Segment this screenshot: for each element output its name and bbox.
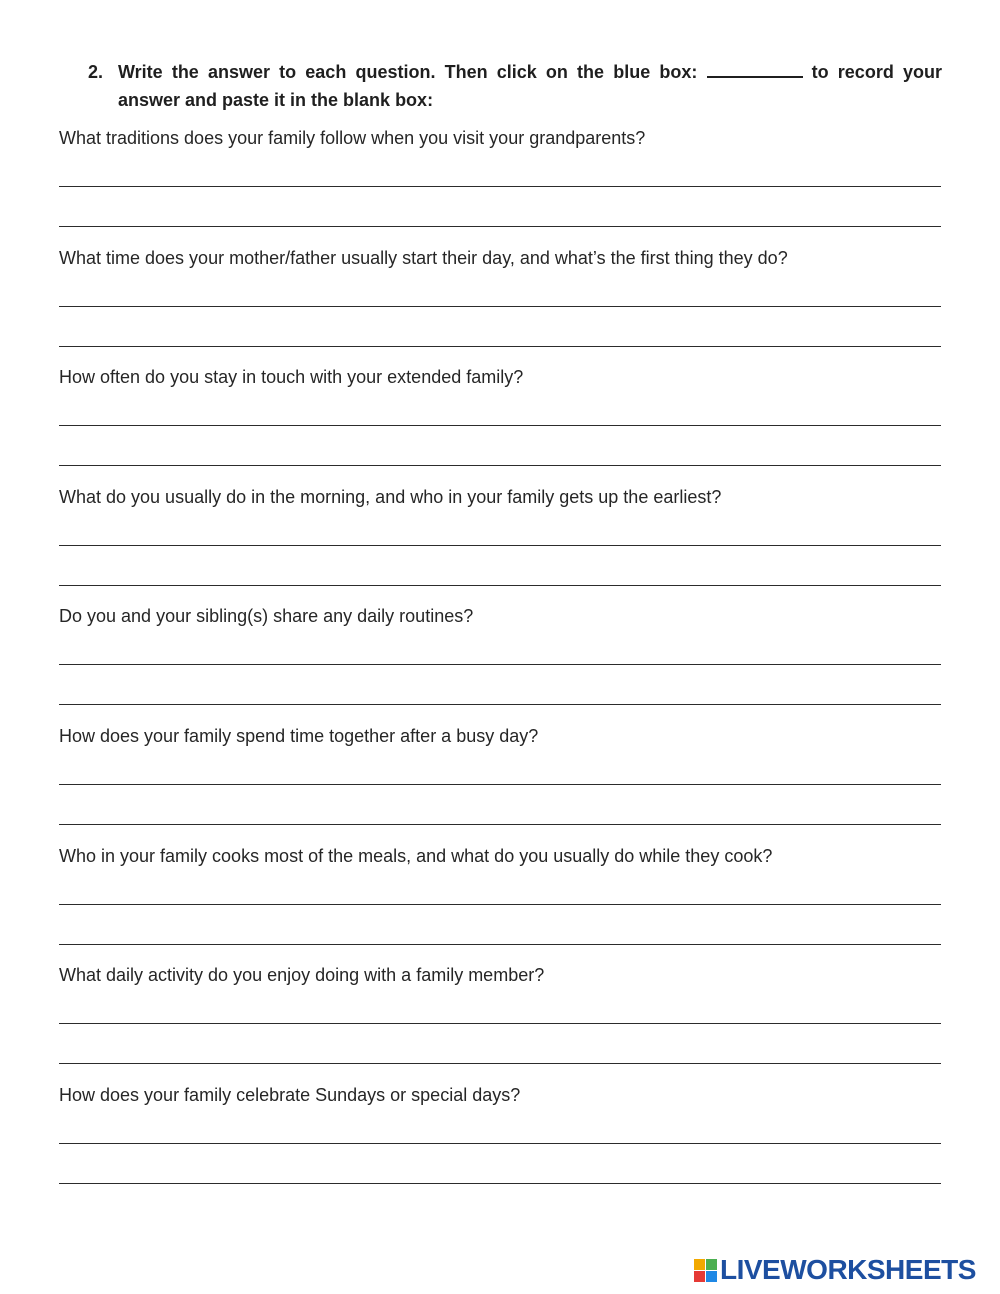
- answer-line[interactable]: [59, 824, 941, 825]
- answer-line[interactable]: [59, 1063, 941, 1064]
- question-text: How does your family celebrate Sundays or special days?: [59, 1084, 521, 1105]
- question-text: What traditions does your family follow when you visit your grandparents?: [59, 128, 646, 148]
- answer-line[interactable]: [59, 944, 941, 945]
- logo-block: [694, 1271, 705, 1282]
- question-text: What do you usually do in the morning, and who in your family gets up the earliest?: [59, 486, 722, 507]
- question-text: Who in your family cooks most of the meals, and what do you usually do while they cook?: [59, 845, 773, 866]
- answer-line[interactable]: [59, 346, 941, 347]
- logo-blocks-icon: [694, 1259, 717, 1282]
- answer-line[interactable]: [59, 1023, 941, 1024]
- answer-line[interactable]: [59, 306, 941, 307]
- logo-block: [694, 1259, 705, 1270]
- logo-text: LIVEWORKSHEETS: [720, 1254, 976, 1285]
- question-item: [59, 1080, 941, 1200]
- question-item: [59, 362, 941, 482]
- question-item: [59, 960, 941, 1080]
- question-text: What time does your mother/father usually start their day, and what’s the first thing they do?: [59, 247, 788, 268]
- answer-line[interactable]: [59, 904, 941, 905]
- blue-box-placeholder: [707, 62, 803, 78]
- instruction-text-after: to record your answer and paste it in the blank box:: [118, 62, 942, 110]
- question-item: [59, 482, 941, 602]
- answer-line[interactable]: [59, 704, 941, 705]
- answer-line[interactable]: [59, 545, 941, 546]
- question-item: [59, 721, 941, 841]
- answer-line[interactable]: [59, 784, 941, 785]
- question-item: [59, 123, 941, 243]
- instruction-text-before: Write the answer to each question. Then click on the blue box:: [118, 62, 698, 82]
- logo-block: [706, 1271, 717, 1282]
- answer-line[interactable]: [59, 585, 941, 586]
- answer-line[interactable]: [59, 1143, 941, 1144]
- instruction-number: 2.: [88, 62, 104, 82]
- question-list: [59, 123, 941, 1199]
- instruction: [88, 58, 942, 114]
- logo-block: [706, 1259, 717, 1270]
- instruction-body: [88, 58, 942, 114]
- question-item: [59, 841, 941, 961]
- liveworksheets-logo: [694, 1255, 976, 1285]
- question-text: How often do you stay in touch with your extended family?: [59, 367, 524, 388]
- answer-line[interactable]: [59, 1183, 941, 1184]
- answer-line[interactable]: [59, 664, 941, 665]
- answer-line[interactable]: [59, 425, 941, 426]
- answer-line[interactable]: [59, 465, 941, 466]
- question-item: [59, 601, 941, 721]
- answer-line[interactable]: [59, 186, 941, 187]
- question-text: What daily activity do you enjoy doing with a family member?: [59, 965, 545, 986]
- question-item: [59, 243, 941, 363]
- question-text: Do you and your sibling(s) share any daily routines?: [59, 606, 474, 627]
- question-text: How does your family spend time together after a busy day?: [59, 725, 539, 746]
- answer-line[interactable]: [59, 226, 941, 227]
